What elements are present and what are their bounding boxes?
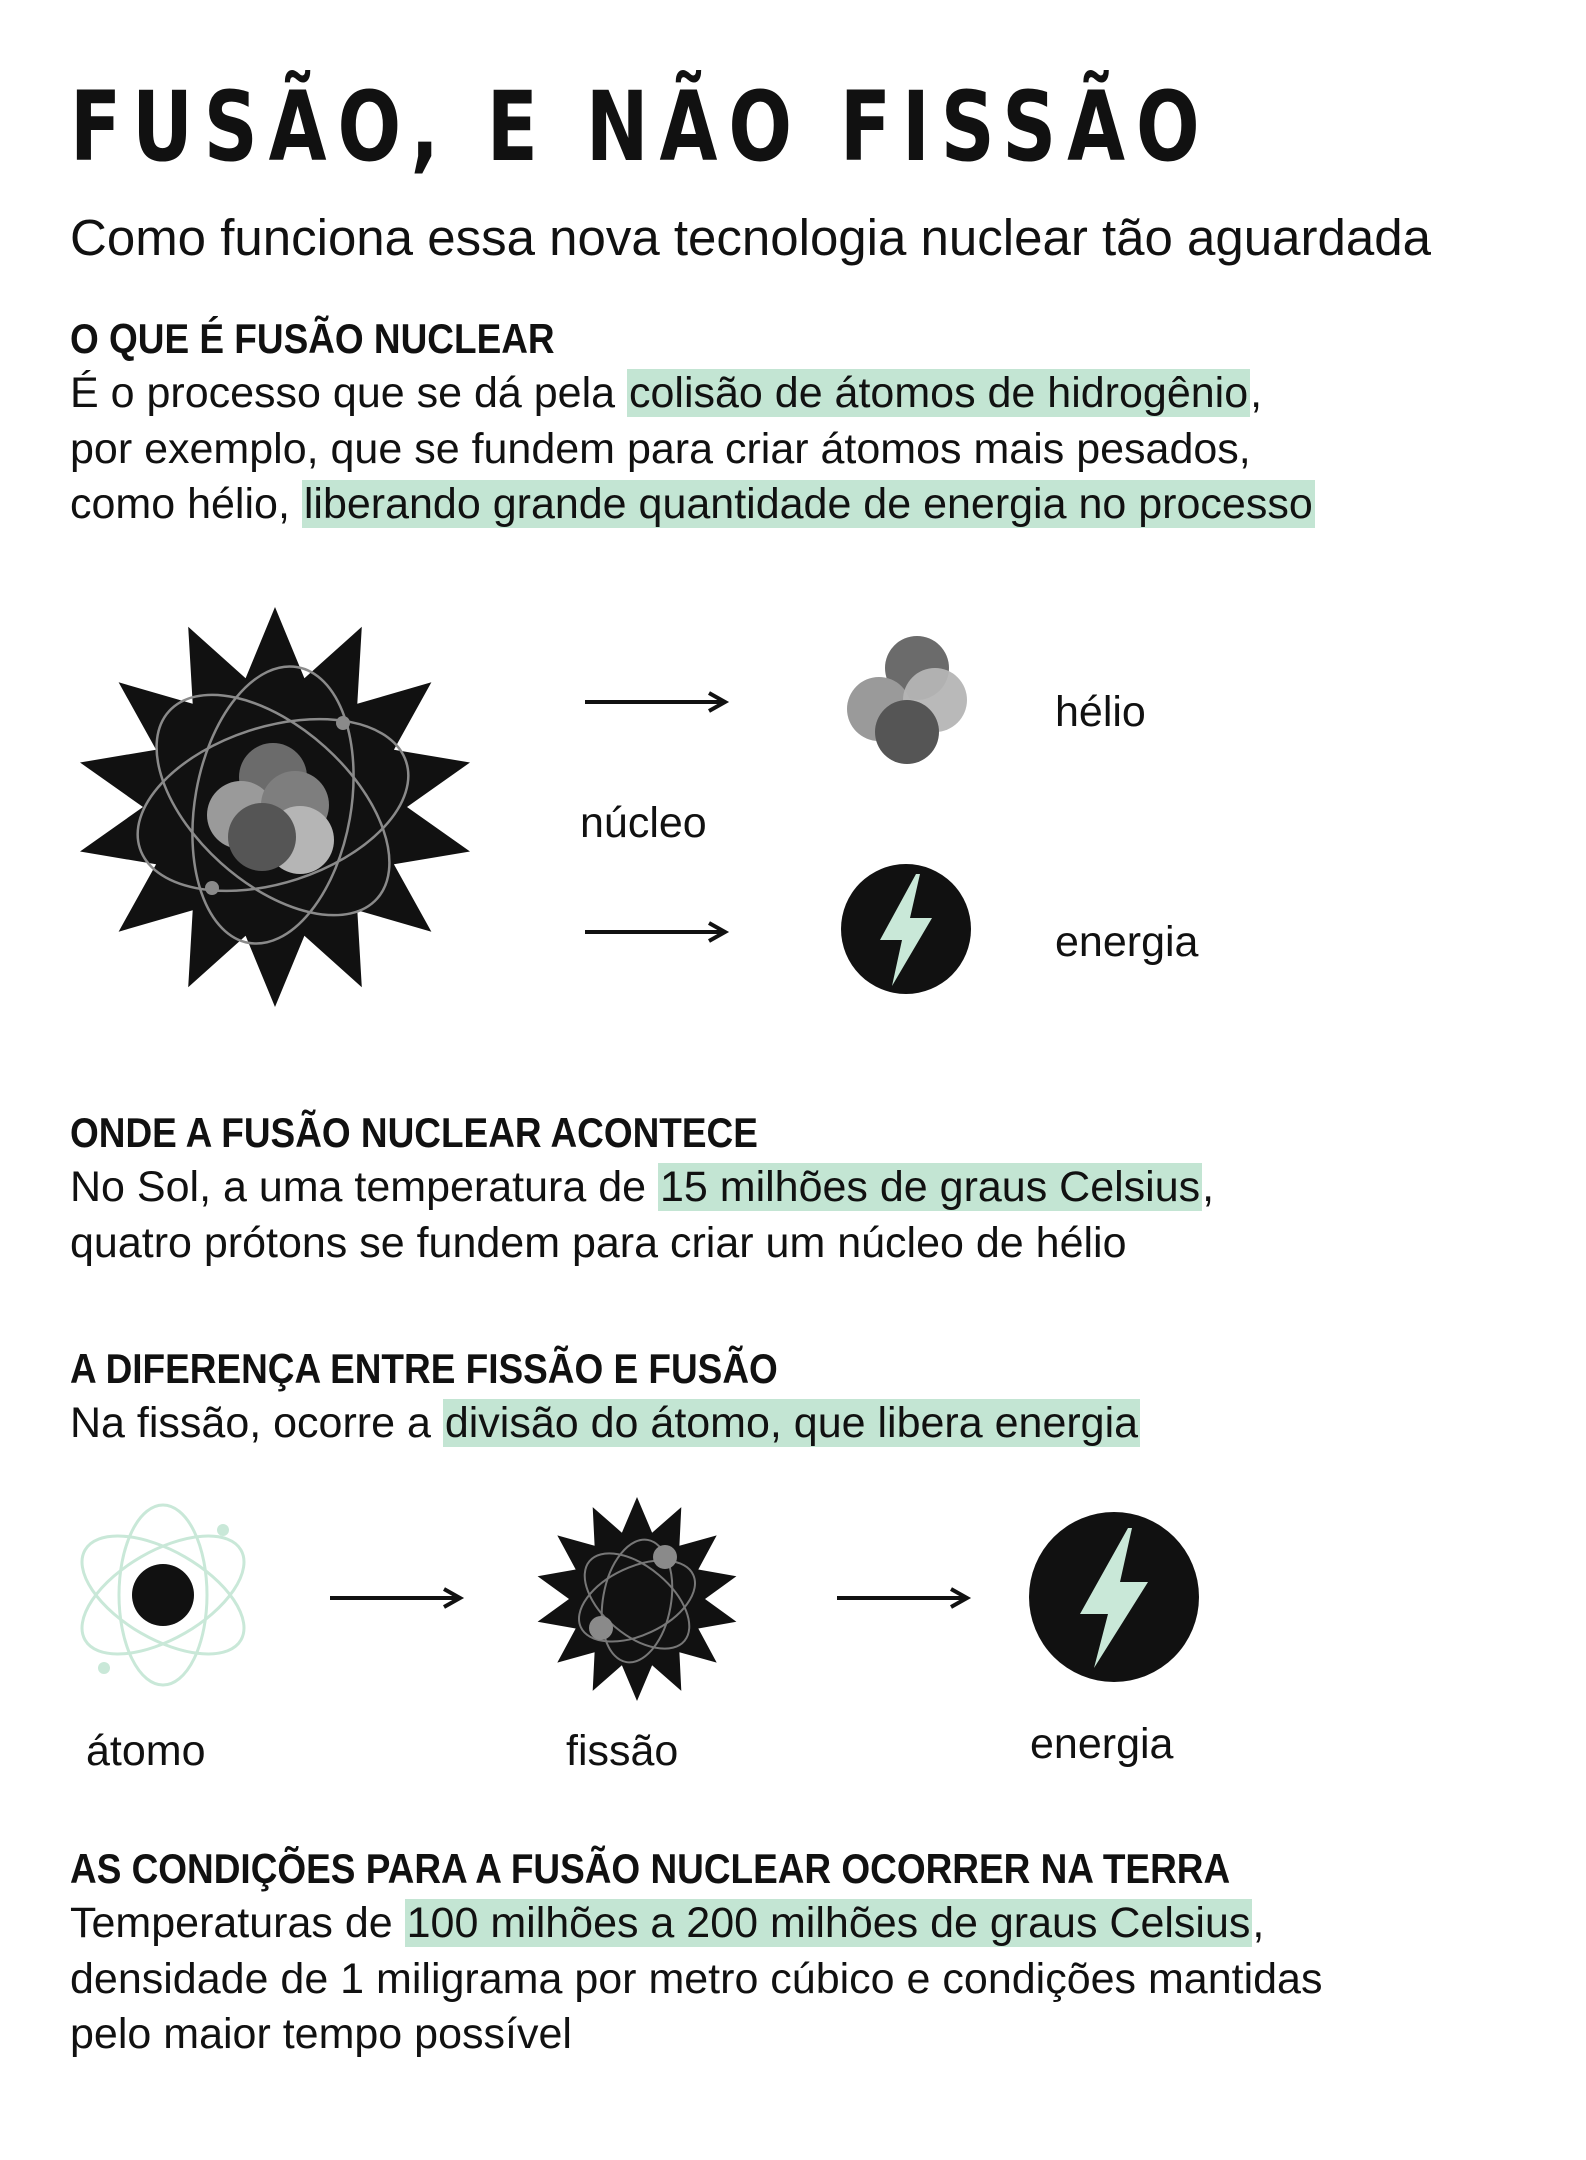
section-what-is-fusion: [70, 312, 1550, 533]
section-paragraph: [70, 1396, 1550, 1452]
section-where-fusion-happens: [70, 1106, 1550, 1271]
page-subtitle: Como funciona essa nova tecnologia nuclear tão aguardada: [70, 209, 1431, 266]
paragraph-line: [70, 366, 1550, 422]
fission-starburst-icon: [535, 1497, 740, 1702]
text-segment: Temperaturas de: [70, 1899, 405, 1947]
paragraph-line: [70, 477, 1550, 533]
paragraph-line: [70, 1896, 1550, 1952]
arrow-right-icon: [583, 920, 733, 944]
text-segment: ,: [1252, 1899, 1265, 1947]
paragraph-line: quatro prótons se fundem para criar um núcleo de hélio: [70, 1218, 1127, 1267]
highlighted-text: liberando grande quantidade de energia no processo: [303, 480, 1313, 528]
fusion-starburst-icon: [75, 605, 475, 1010]
section-paragraph: [70, 1160, 1550, 1271]
highlighted-text: 100 milhões a 200 milhões de graus Celsius: [406, 1899, 1251, 1947]
nucleus-label: núcleo: [580, 799, 707, 847]
paragraph-line: densidade de 1 miligrama por metro cúbico e condições mantidas: [70, 1954, 1323, 2003]
page-title: FUSÃO, E NÃO FISSÃO: [70, 71, 1211, 183]
highlighted-text: divisão do átomo, que libera energia: [444, 1399, 1139, 1447]
text-segment: Na fissão, ocorre a: [70, 1399, 443, 1447]
atom-label: átomo: [86, 1727, 206, 1775]
section-conditions-on-earth: [70, 1842, 1550, 2063]
paragraph-line: pelo maior tempo possível: [70, 2010, 572, 2058]
text-segment: ,: [1250, 369, 1263, 417]
fission-label: fissão: [566, 1727, 679, 1775]
paragraph-line: por exemplo, que se fundem para criar átomos mais pesados,: [70, 424, 1251, 473]
section-heading: O QUE É FUSÃO NUCLEAR: [70, 315, 555, 362]
section-paragraph: [70, 366, 1550, 533]
arrow-right-icon: [328, 1586, 468, 1610]
highlighted-text: 15 milhões de graus Celsius: [659, 1163, 1201, 1211]
text-segment: como hélio,: [70, 480, 302, 528]
helium-label: hélio: [1055, 688, 1146, 736]
text-segment: ,: [1202, 1163, 1215, 1211]
atom-icon: [68, 1500, 258, 1690]
section-heading: A DIFERENÇA ENTRE FISSÃO E FUSÃO: [70, 1345, 778, 1392]
paragraph-line: [70, 1396, 1550, 1452]
highlighted-text: colisão de átomos de hidrogênio: [628, 369, 1249, 417]
energy-label: energia: [1055, 918, 1199, 966]
section-heading: ONDE A FUSÃO NUCLEAR ACONTECE: [70, 1109, 758, 1156]
text-segment: É o processo que se dá pela: [70, 369, 627, 417]
lightning-icon: [840, 862, 972, 996]
arrow-right-icon: [835, 1586, 975, 1610]
paragraph-line: [70, 1160, 1550, 1216]
text-segment: No Sol, a uma temperatura de: [70, 1163, 658, 1211]
section-heading: AS CONDIÇÕES PARA A FUSÃO NUCLEAR OCORRER NA TERRA: [70, 1845, 1231, 1892]
energy-label: energia: [1030, 1720, 1174, 1768]
lightning-icon: [1028, 1510, 1200, 1684]
section-fission-vs-fusion: [70, 1342, 1550, 1452]
section-paragraph: [70, 1896, 1550, 2063]
helium-cluster-icon: [845, 636, 970, 764]
arrow-right-icon: [583, 690, 733, 714]
